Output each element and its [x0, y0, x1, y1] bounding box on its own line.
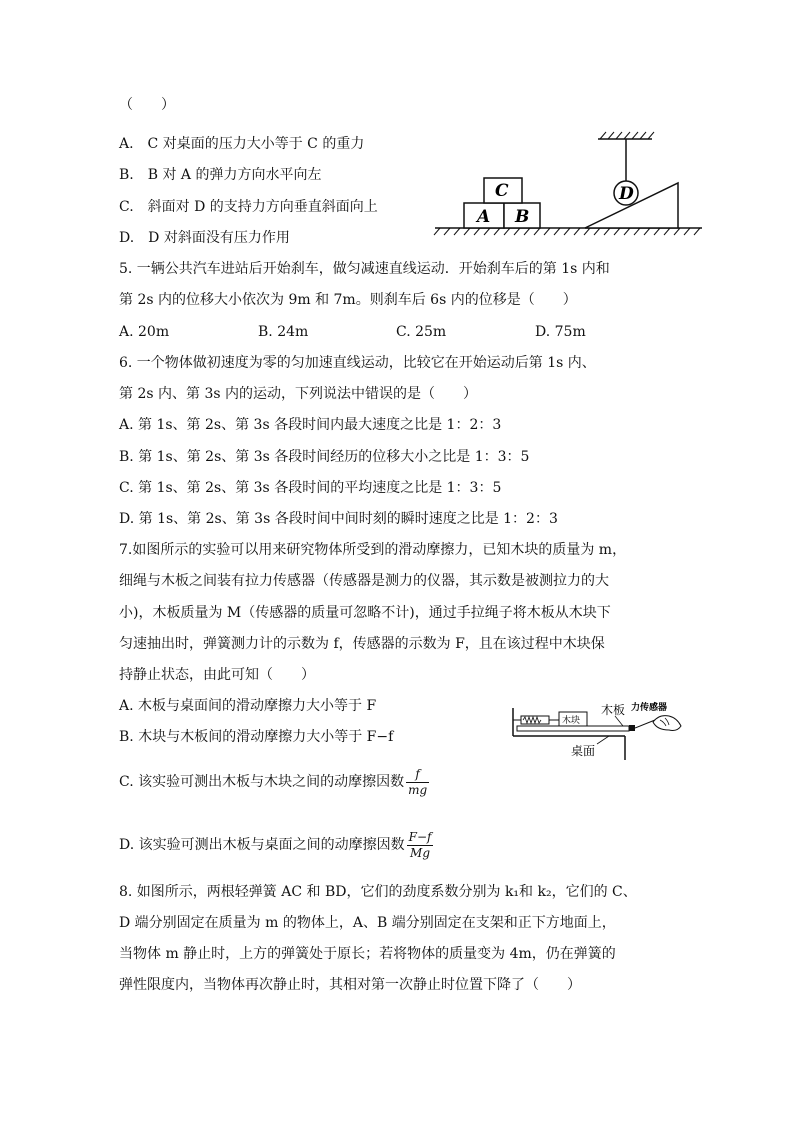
label-c: C — [495, 181, 509, 201]
q4-option-b: B. B 对 A 的弹力方向水平向左 — [119, 167, 322, 183]
q8-stem-line-1: 8. 如图所示，两根轻弹簧 AC 和 BD，它们的劲度系数分别为 k₁和 k₂，它们的 C、 — [119, 884, 637, 900]
q8-stem-line-2: D 端分别固定在质量为 m 的物体上，A、B 端分别固定在支架和正下方地面上， — [119, 915, 616, 931]
q6-stem-line-1: 6. 一个物体做初速度为零的匀加速直线运动，比较它在开始运动后第 1s 内、 — [119, 355, 596, 371]
q6-option-c: C. 第 1s、第 2s、第 3s 各段时间的平均速度之比是 1：3：5 — [119, 480, 502, 496]
q7-option-c-row — [119, 762, 429, 802]
q8-stem-line-3: 当物体 m 静止时，上方的弹簧处于原长；若将物体的质量变为 4m，仍在弹簧的 — [119, 946, 616, 962]
q6-stem-line-2: 第 2s 内、第 3s 内的运动，下列说法中错误的是（ ） — [119, 386, 477, 402]
label-table: 桌面 — [571, 744, 596, 758]
q7-stem-line-2: 细绳与木板之间装有拉力传感器（传感器是测力的仪器，其示数是被测拉力的大 — [119, 573, 609, 589]
q5-option-d: D. 75m — [535, 324, 586, 340]
table-pointer — [597, 736, 609, 744]
label-a: A — [477, 207, 491, 227]
board-pointer — [615, 716, 623, 726]
q5-option-a: A. 20m — [119, 324, 170, 340]
fraction-denominator: mg — [408, 782, 428, 797]
q7-option-d: D. 该实验可测出木板与桌面之间的动摩擦因数 — [119, 837, 405, 853]
fraction-numerator: f — [406, 767, 429, 783]
q4-figure — [430, 125, 710, 240]
q5-stem-line-1: 5. 一辆公共汽车进站后开始刹车，做匀减速直线运动．开始刹车后的第 1s 内和 — [119, 261, 610, 277]
q7-stem-line-3: 小)，木板质量为 M（传感器的质量可忽略不计)，通过手拉绳子将木板从木块下 — [119, 605, 611, 621]
label-d: D — [619, 184, 634, 204]
q7-stem-line-1: 7.如图所示的实验可以用来研究物体所受到的滑动摩擦力，已知木块的质量为 m， — [119, 542, 627, 558]
q8-stem-line-4: 弹性限度内，当物体再次静止时，其相对第一次静止时位置下降了（ ） — [119, 977, 581, 993]
q4-stem-end: （ ） — [119, 97, 175, 113]
ground-hatch — [434, 228, 700, 235]
q6-option-a: A. 第 1s、第 2s、第 3s 各段时间内最大速度之比是 1：2：3 — [119, 417, 502, 433]
q4-option-d: D. D 对斜面没有压力作用 — [119, 230, 290, 246]
fraction-f-over-mg — [406, 767, 429, 798]
fraction-numerator: F−f — [408, 829, 432, 844]
wood-board — [517, 726, 629, 731]
q5-option-b: B. 24m — [258, 324, 309, 340]
q6-option-b: B. 第 1s、第 2s、第 3s 各段时间经历的位移大小之比是 1：3：5 — [119, 449, 530, 465]
q5-option-c: C. 25m — [396, 324, 447, 340]
q4-option-a: A. C 对桌面的压力大小等于 C 的重力 — [119, 136, 365, 152]
fraction-denominator: Mg — [410, 845, 431, 860]
label-board: 木板 — [601, 703, 626, 717]
q7-option-d-row — [119, 825, 433, 865]
q7-stem-line-5: 持静止状态，由此可知（ ） — [119, 667, 315, 683]
fraction-f-minus-f-over-mg — [407, 830, 434, 861]
q7-option-b: B. 木块与木板间的滑动摩擦力大小等于 F−f — [119, 729, 394, 745]
hand-icon — [653, 716, 681, 731]
q5-stem-line-2: 第 2s 内的位移大小依次为 9m 和 7m。则刹车后 6s 内的位移是（ ） — [119, 292, 577, 308]
q7-option-c: C. 该实验可测出木板与木块之间的动摩擦因数 — [119, 774, 405, 790]
q4-option-c: C. 斜面对 D 的支持力方向垂直斜面向上 — [119, 199, 378, 215]
label-b: B — [515, 207, 530, 227]
q7-figure — [505, 698, 690, 763]
q6-option-d: D. 第 1s、第 2s、第 3s 各段时间中间时刻的瞬时速度之比是 1：2：3 — [119, 511, 558, 527]
label-block: 木块 — [562, 716, 581, 726]
q7-option-a: A. 木板与桌面间的滑动摩擦力大小等于 F — [119, 698, 377, 714]
label-sensor: 力传感器 — [631, 703, 668, 713]
rope — [635, 720, 655, 728]
q7-stem-line-4: 匀速抽出时，弹簧测力计的示数为 f，传感器的示数为 F，且在该过程中木块保 — [119, 636, 605, 652]
ceiling-hatch — [600, 132, 654, 139]
force-sensor — [629, 725, 635, 731]
